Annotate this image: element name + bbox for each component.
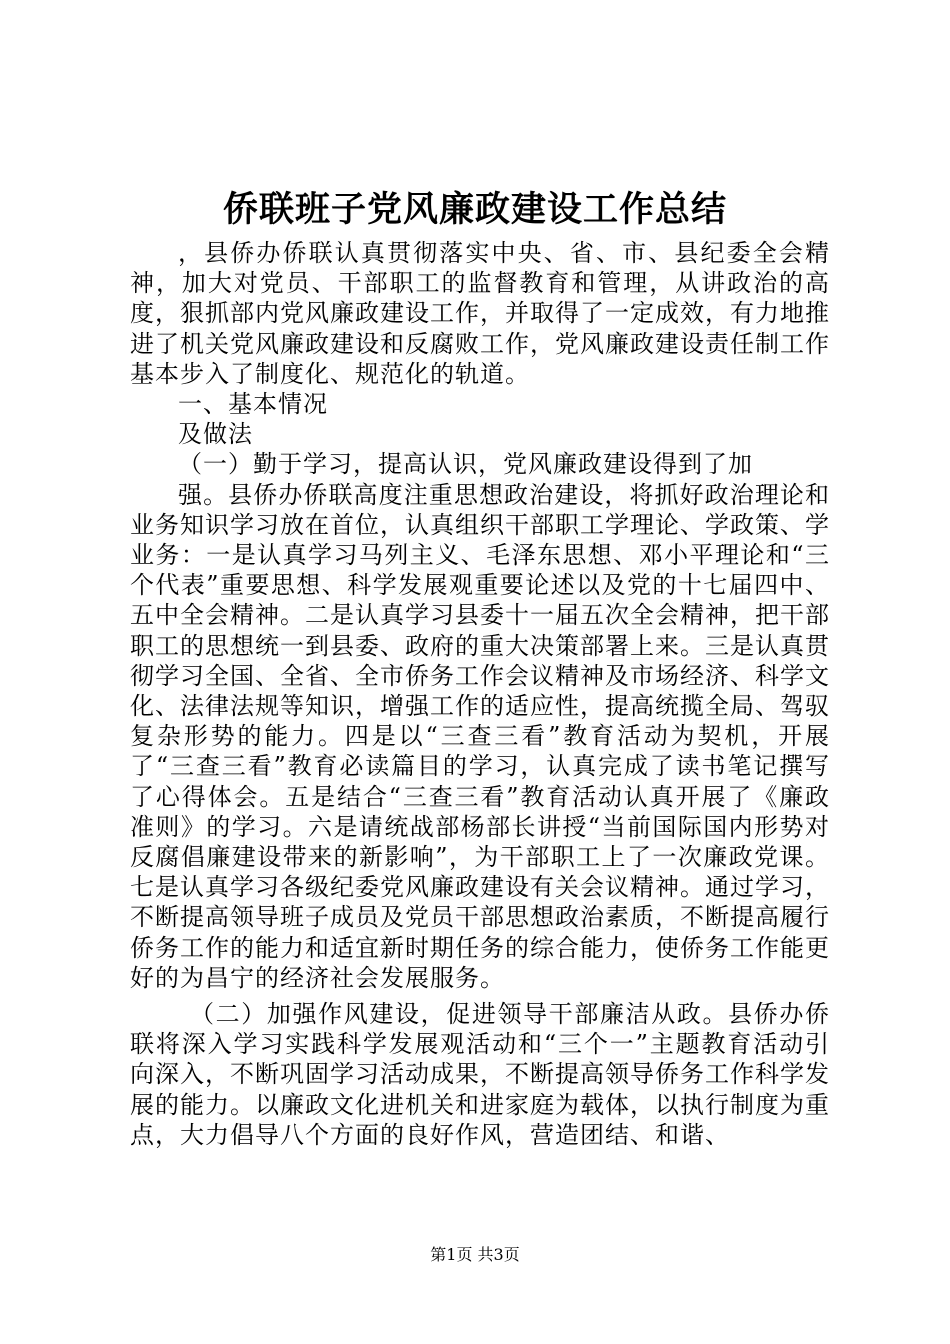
subsection-heading-study: （一）勤于学习，提高认识，党风廉政建设得到了加 (178, 450, 753, 479)
section-heading-basic: 一、基本情况 (178, 390, 328, 419)
study-paragraph: 强。县侨办侨联高度注重思想政治建设，将抓好政治理论和业务知识学习放在首位，认真组织干部职工学理论、学政策、学业务：一是认真学习马列主义、毛泽东思想、邓小平理论和“三个代表”重要思想、科学发展观重要论述以及党的十七届四中、五中全会精神。二是认真学习县委十一届五次全会精神，把干部职工的思想统一到县委、政府的重大决策部署上来。三是认真贯彻学习全国、全省、全市侨务工作会议精神及市场经济、科学文化、法律法规等知识，增强工作的适应性，提高统揽全局、驾驭复杂形势的能力。四是以“三查三看”教育活动为契机，开展了“三查三看”教育必读篇目的学习，认真完成了读书笔记撰写了心得体会。五是结合“三查三看”教育活动认真开展了《廉政准则》的学习。六是请统战部杨部长讲授“当前国际国内形势对反腐倡廉建设带来的新影响”，为干部职工上了一次廉政党课。七是认真学习各级纪委党风廉政建设有关会议精神。通过学习，不断提高领导班子成员及党员干部思想政治素质，不断提高履行侨务工作的能力和适宜新时期任务的综合能力，使侨务工作能更好的为昌宁的经济社会发展服务。 (130, 480, 830, 992)
style-building-paragraph: （二）加强作风建设，促进领导干部廉洁从政。县侨办侨联将深入学习实践科学发展观活动和“三个一”主题教育活动引向深入，不断巩固学习活动成果，不断提高领导侨务工作科学发展的能力。以廉政文化进机关和进家庭为载体，以执行制度为重点，大力倡导八个方面的良好作风，营造团结、和谐、 (130, 1000, 830, 1149)
document-body (130, 238, 830, 1150)
section-heading-practice: 及做法 (178, 420, 253, 449)
page-footer: 第1页 共3页 (430, 1245, 520, 1264)
document-title: 侨联班子党风廉政建设工作总结 (222, 189, 727, 230)
intro-paragraph: ，县侨办侨联认真贯彻落实中央、省、市、县纪委全会精神，加大对党员、干部职工的监督教育和管理，从讲政治的高度，狠抓部内党风廉政建设工作，并取得了一定成效，有力地推进了机关党风廉政建设和反腐败工作，党风廉政建设责任制工作基本步入了制度化、规范化的轨道。 (130, 239, 830, 388)
